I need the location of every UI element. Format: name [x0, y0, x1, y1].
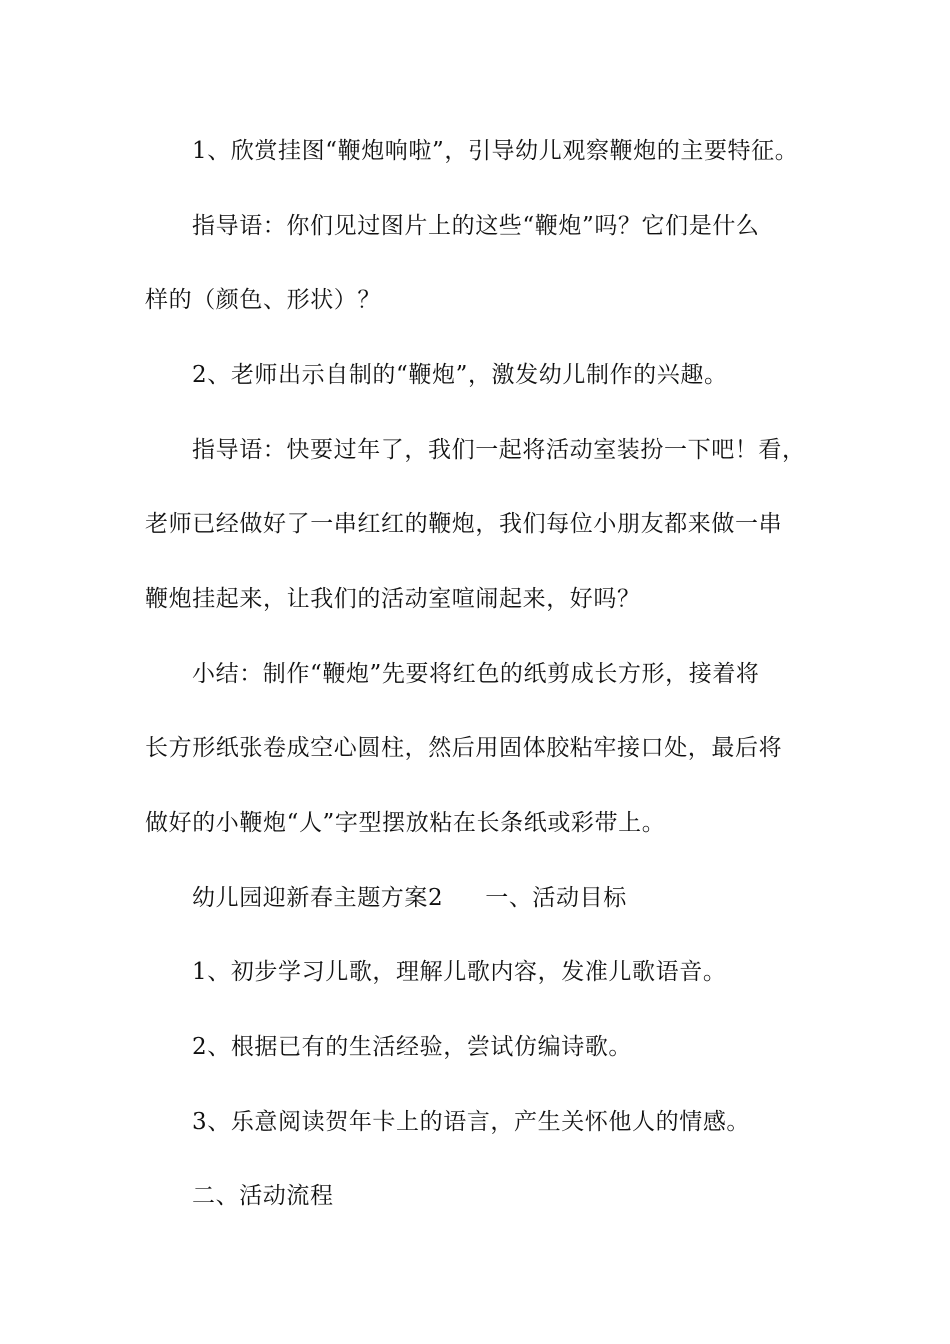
section-heading-line: [192, 883, 882, 913]
paragraph-line: 指导语：快要过年了，我们一起将活动室装扮一下吧！看，: [192, 437, 806, 463]
paragraph-line: 样的（颜色、形状）？: [145, 287, 381, 313]
plan-title: 幼儿园迎新春主题方案2: [192, 885, 444, 911]
paragraph-line: 1、欣赏挂图“鞭炮响啦”，引导幼儿观察鞭炮的主要特征。: [192, 138, 799, 164]
list-item: 1、初步学习儿歌，理解儿歌内容，发准儿歌语音。: [192, 959, 727, 985]
paragraph-line: 鞭炮挂起来，让我们的活动室喧闹起来，好吗？: [145, 586, 641, 612]
section-heading: 一、活动目标: [485, 885, 627, 911]
paragraph-line: 老师已经做好了一串红红的鞭炮，我们每位小朋友都来做一串: [145, 511, 783, 537]
list-item: 3、乐意阅读贺年卡上的语言，产生关怀他人的情感。: [192, 1109, 751, 1135]
paragraph-line: 做好的小鞭炮“人”字型摆放粘在长条纸或彩带上。: [145, 810, 666, 836]
section-heading: 二、活动流程: [192, 1183, 334, 1209]
paragraph-line: 小结：制作“鞭炮”先要将红色的纸剪成长方形，接着将: [192, 661, 760, 687]
paragraph-line: 指导语：你们见过图片上的这些“鞭炮”吗？它们是什么: [192, 213, 760, 239]
paragraph-line: 2、老师出示自制的“鞭炮”，激发幼儿制作的兴趣。: [192, 362, 728, 388]
paragraph-line: 长方形纸张卷成空心圆柱，然后用固体胶粘牢接口处，最后将: [145, 735, 783, 761]
list-item: 2、根据已有的生活经验，尝试仿编诗歌。: [192, 1034, 633, 1060]
